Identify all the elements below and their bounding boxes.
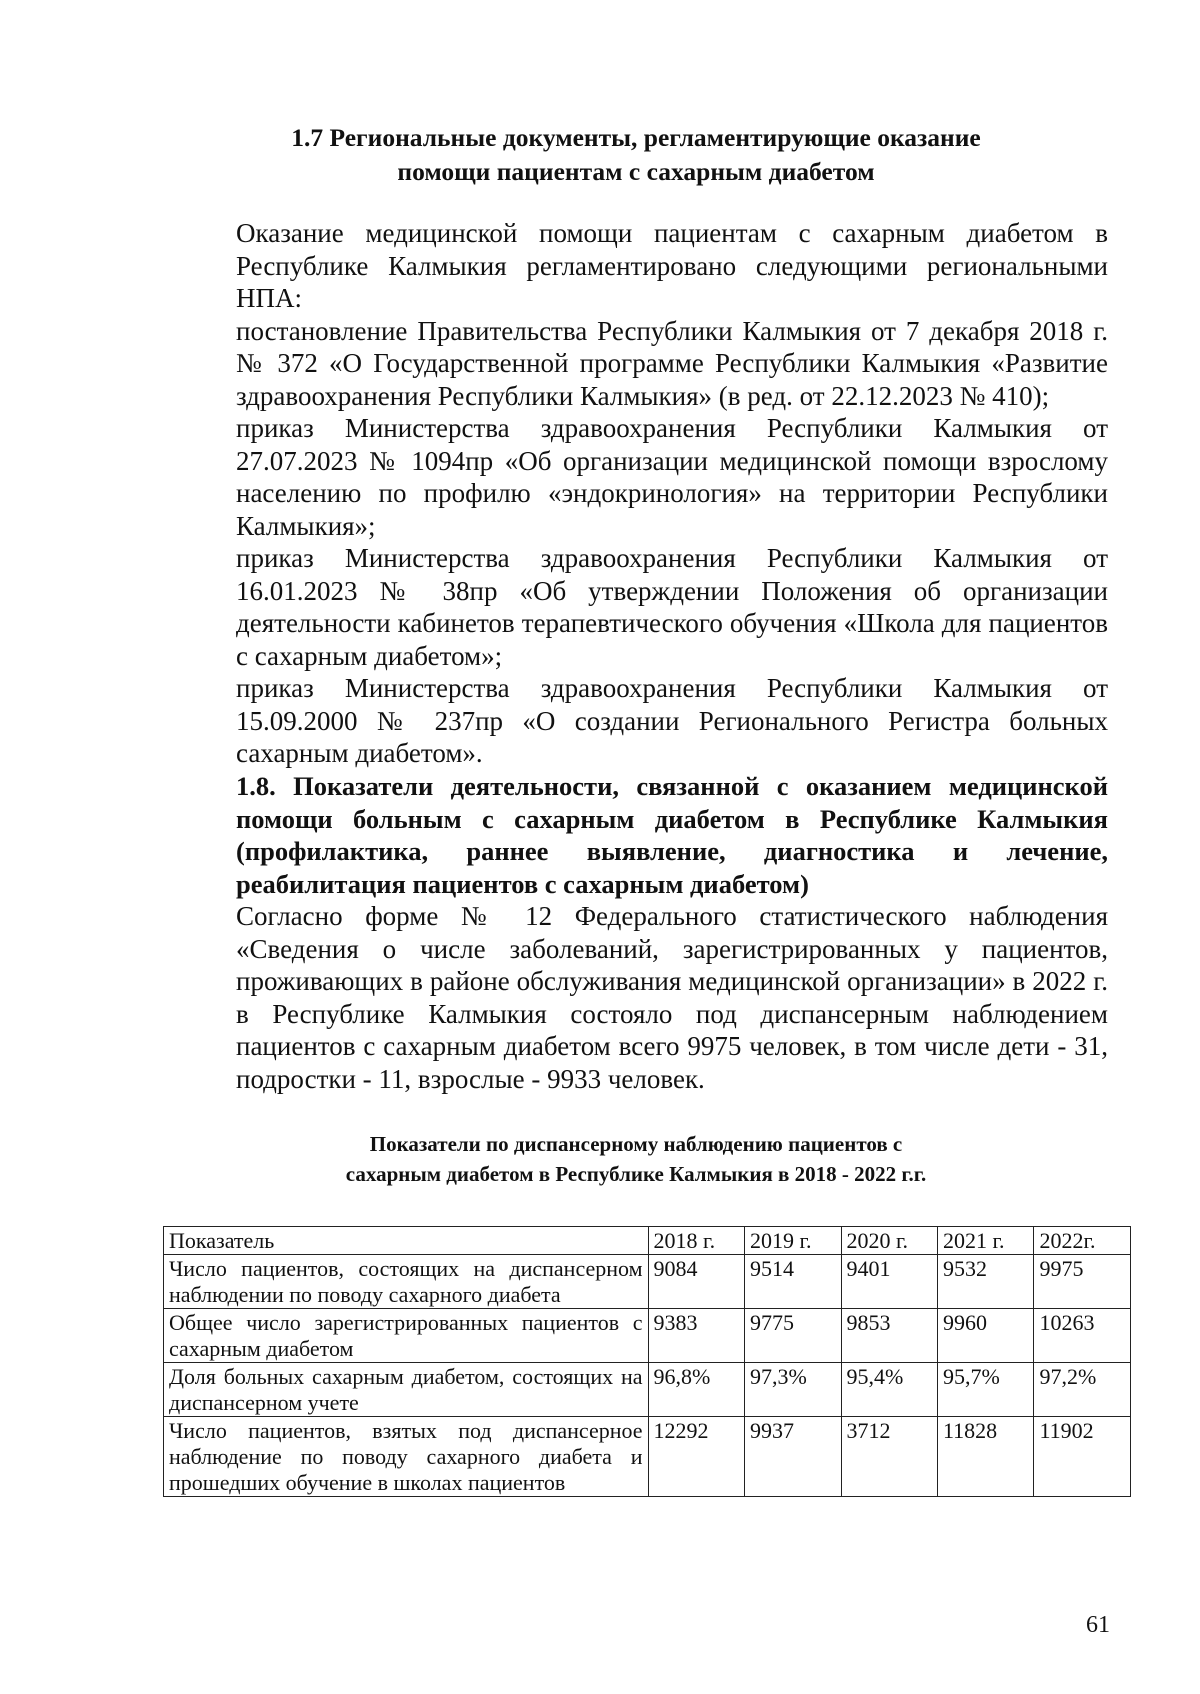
table-row [164,1417,1131,1497]
page-number: 61 [1086,1612,1110,1638]
cell-value: 9853 [841,1309,937,1363]
row-label: Доля больных сахарным диабетом, состоящих на диспансерном учете [164,1363,649,1417]
section-1-8-paragraph: Согласно форме № 12 Федерального статистического наблюдения «Сведения о числе заболеваний, зарегистрированных у пациентов, проживающих в районе обслуживания медицинской организации» в 2022 г. в Республике Калмыкия состояло под диспансерным наблюдением пациентов с сахарным диабетом всего 9975 человек, в том числе дети - 31, подростки - 11, взрослые - 9933 человек. [236,901,1108,1094]
cell-value: 11902 [1034,1417,1131,1497]
section-1-8-title [164,770,1108,900]
header-indicator: Показатель [164,1227,649,1255]
table-header-row [164,1227,1131,1255]
section-1-8-title-text: 1.8. Показатели деятельности, связанной с оказанием медицинской помощи больным с сахарным диабетом в Республике Калмыкия (профилактика, раннее выявление, диагностика и лечение, реабилитация пациентов с сахарным диабетом) [236,771,1108,899]
cell-value: 97,3% [745,1363,841,1417]
cell-value: 96,8% [648,1363,744,1417]
cell-value: 9514 [745,1255,841,1309]
table-row [164,1309,1131,1363]
cell-value: 11828 [937,1417,1033,1497]
regulation-item: приказ Министерства здравоохранения Республики Калмыкия от 27.07.2023 № 1094пр «Об организации медицинской помощи взрослому населению по профилю «эндокринология» на территории Республики Калмыкия»; [236,413,1108,541]
header-year: 2019 г. [745,1227,841,1255]
cell-value: 9975 [1034,1255,1131,1309]
regulation-item: приказ Министерства здравоохранения Республики Калмыкия от 15.09.2000 № 237пр «О создании Регионального Регистра больных сахарным диабетом». [236,673,1108,768]
row-label: Общее число зарегистрированных пациентов с сахарным диабетом [164,1309,649,1363]
cell-value: 9937 [745,1417,841,1497]
row-label: Число пациентов, взятых под диспансерное наблюдение по поводу сахарного диабета и прошедших обучение в школах пациентов [164,1417,649,1497]
section-1-8-body [164,900,1108,1095]
cell-value: 95,7% [937,1363,1033,1417]
cell-value: 3712 [841,1417,937,1497]
cell-value: 9383 [648,1309,744,1363]
cell-value: 9401 [841,1255,937,1309]
section-1-7-body [164,217,1108,770]
cell-value: 12292 [648,1417,744,1497]
section-1-7-intro: Оказание медицинской помощи пациентам с сахарным диабетом в Республике Калмыкия регламентировано следующими региональными НПА: [236,218,1108,313]
header-year: 2018 г. [648,1227,744,1255]
regulation-item: приказ Министерства здравоохранения Республики Калмыкия от 16.01.2023 № 38пр «Об утверждении Положения об организации деятельности кабинетов терапевтического обучения «Школа для пациентов с сахарным диабетом»; [236,543,1108,671]
dispensary-indicators-table [163,1226,1131,1497]
cell-value: 9775 [745,1309,841,1363]
table-caption-line2: сахарным диабетом в Республике Калмыкия в 2018 - 2022 г.г. [345,1162,927,1186]
cell-value: 97,2% [1034,1363,1131,1417]
header-year: 2020 г. [841,1227,937,1255]
regulation-item: постановление Правительства Республики Калмыкия от 7 декабря 2018 г. № 372 «О Государственной программе Республики Калмыкия «Развитие здравоохранения Республики Калмыкия» (в ред. от 22.12.2023 № 410); [236,315,1108,411]
table-caption-line1: Показатели по диспансерному наблюдению пациентов с [369,1132,903,1156]
header-year: 2022г. [1034,1227,1131,1255]
cell-value: 9532 [937,1255,1033,1309]
section-1-7-title-line1: 1.7 Региональные документы, регламентирующие оказание [291,123,981,152]
cell-value: 9084 [648,1255,744,1309]
cell-value: 10263 [1034,1309,1131,1363]
header-year: 2021 г. [937,1227,1033,1255]
table-row [164,1363,1131,1417]
cell-value: 95,4% [841,1363,937,1417]
row-label: Число пациентов, состоящих на диспансерном наблюдении по поводу сахарного диабета [164,1255,649,1309]
cell-value: 9960 [937,1309,1033,1363]
section-1-7-title-line2: помощи пациентам с сахарным диабетом [397,157,875,186]
table-row [164,1255,1131,1309]
